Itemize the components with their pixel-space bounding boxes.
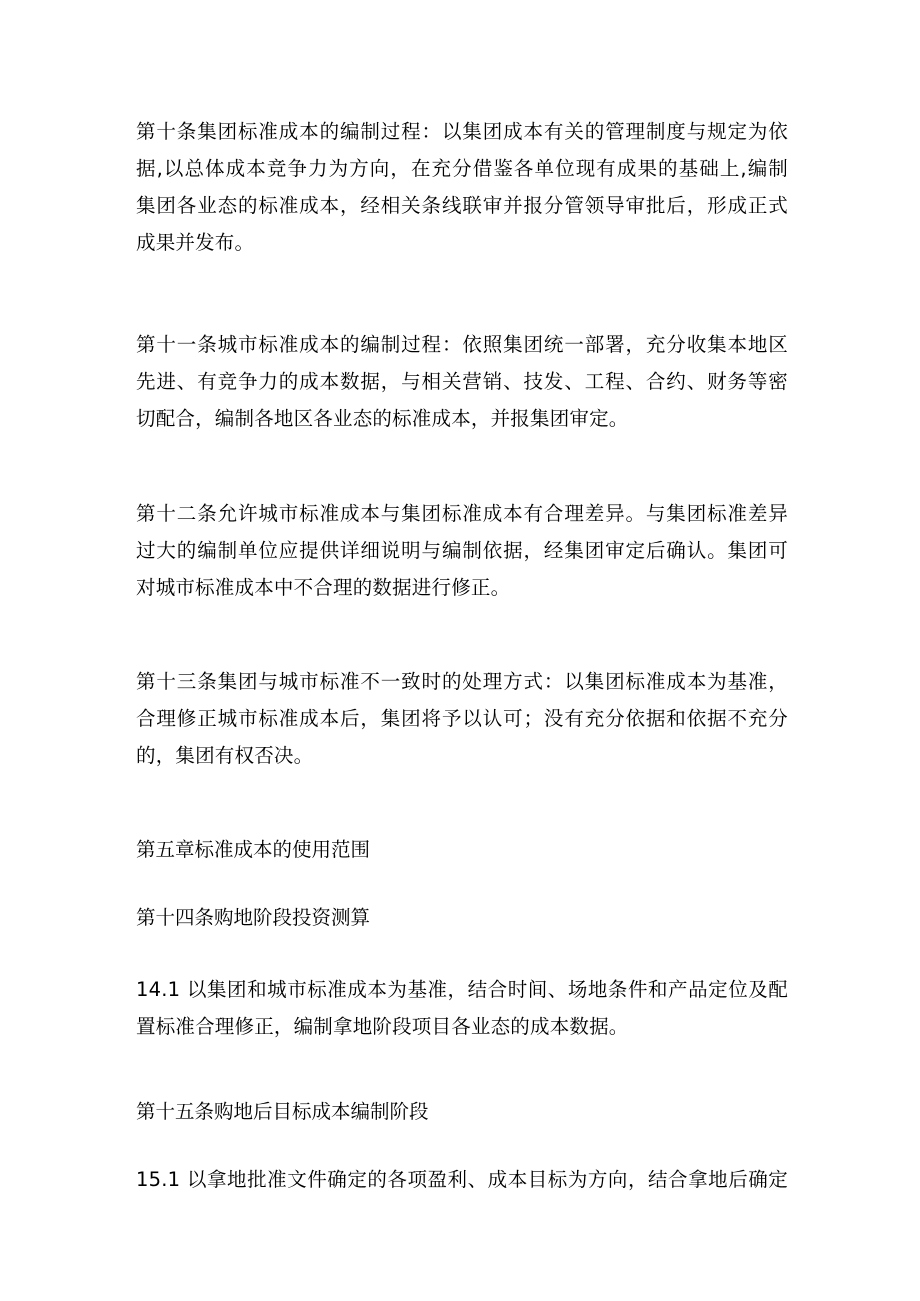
chapter-5-heading: 第五章标准成本的使用范围 xyxy=(136,838,371,861)
text-line: 第十三条集团与城市标准不一致时的处理方式：以集团标准成本为基准， xyxy=(136,670,788,693)
article-11-paragraph xyxy=(136,326,788,437)
text-line: 的，集团有权否决。 xyxy=(136,744,314,767)
text-line: 切配合，编制各地区各业态的标准成本，并报集团审定。 xyxy=(136,407,629,430)
text-line: 第十一条城市标准成本的编制过程：依照集团统一部署，充分收集本地区 xyxy=(136,333,788,356)
article-13-paragraph xyxy=(136,663,788,774)
clause-15-1-paragraph xyxy=(136,1161,788,1198)
text-line: 过大的编制单位应提供详细说明与编制依据，经集团审定后确认。集团可 xyxy=(136,539,788,562)
text-line: 14.1 以集团和城市标准成本为基准，结合时间、场地条件和产品定位及配 xyxy=(136,978,788,1001)
text-line: 成果并发布。 xyxy=(136,231,255,254)
text-line: 合理修正城市标准成本后，集团将予以认可；没有充分依据和依据不充分 xyxy=(136,707,788,730)
article-14-heading: 第十四条购地阶段投资测算 xyxy=(136,906,371,929)
text-line: 先进、有竞争力的成本数据，与相关营销、技发、工程、合约、财务等密 xyxy=(136,370,788,393)
text-line: 据,以总体成本竞争力为方向，在充分借鉴各单位现有成果的基础上,编制 xyxy=(136,157,788,180)
text-line: 集团各业态的标准成本，经相关条线联审并报分管领导审批后，形成正式 xyxy=(136,194,788,217)
text-line: 置标准合理修正，编制拿地阶段项目各业态的成本数据。 xyxy=(136,1015,629,1038)
text-line: 15.1 以拿地批准文件确定的各项盈利、成本目标为方向，结合拿地后确定 xyxy=(136,1168,788,1191)
article-12-paragraph xyxy=(136,495,788,606)
article-10-paragraph xyxy=(136,113,788,261)
text-line: 对城市标准成本中不合理的数据进行修正。 xyxy=(136,576,511,599)
clause-14-1-paragraph xyxy=(136,971,788,1045)
text-line: 第十二条允许城市标准成本与集团标准成本有合理差异。与集团标准差异 xyxy=(136,502,788,525)
article-15-heading: 第十五条购地后目标成本编制阶段 xyxy=(136,1100,429,1123)
text-line: 第十条集团标准成本的编制过程：以集团成本有关的管理制度与规定为依 xyxy=(136,120,788,143)
